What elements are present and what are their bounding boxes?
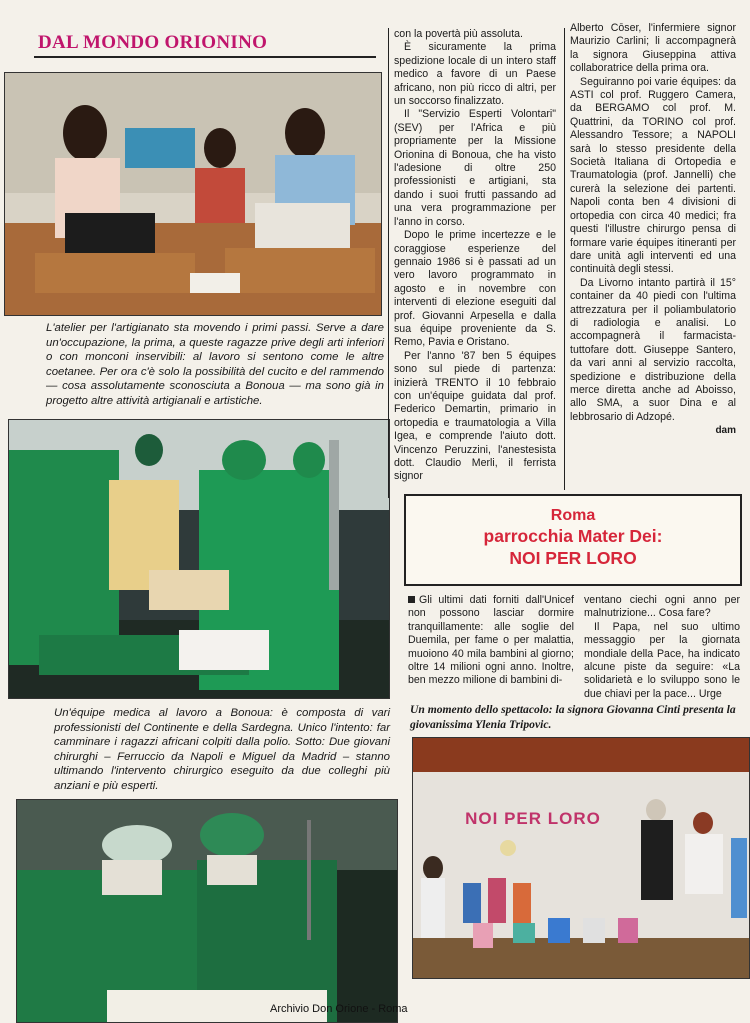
article-col1-p1: con la povertà più assoluta. <box>394 28 523 40</box>
box-article-right-p2: Il Papa, nel suo ultimo messaggio per la giornata mondiale della Pace, ha indicato alcune piste da seguire: «La solidarietà e lo sviluppo sono le due chiavi per la pace... Urge <box>584 620 740 700</box>
caption-sewing: L'atelier per l'artigianato sta movendo i primi passi. Serve a dare un'occupazione, la prima, a queste ragazze prive degli arti inferiori o con monconi inservibili: al lavoro si sentono come le altre coetanee. Per ora c'è solo la possibilità del cucito e del rammendo — cosa assolutamente sconosciuta a Bonoua — ma sono già in progetto altre attività artigianali e artistiche. <box>46 322 384 407</box>
column-rule-left <box>388 28 389 498</box>
archive-footer: Archivio Don Orione - Roma <box>270 1003 408 1015</box>
photo-sewing-atelier <box>4 72 382 316</box>
square-bullet-icon <box>408 596 415 603</box>
article-col1-p4: Dopo le prime incertezze e le coraggiose esperienze del gennaio 1986 si è passati ad un vero lavoro programmato in agosto e in novembre con interventi di elezione eseguiti dal prof. Giovanni Arpesella e dalla sua équipe proveniente da S. Remo, Pavia e Oristano. <box>394 229 556 349</box>
box-title-roma: Roma <box>550 507 596 524</box>
box-title-noi-per-loro: NOI PER LORO <box>509 548 637 568</box>
caption-stage: Un momento dello spettacolo: la signora Giovanna Cinti presenta la giovanissima Ylenia Tripovic. <box>410 703 736 731</box>
surgeons-photo-illustration <box>17 800 397 1022</box>
article-column-1 <box>394 28 556 484</box>
box-title-parrocchia: parrocchia Mater Dei: <box>483 526 663 546</box>
box-article-left <box>408 594 574 688</box>
article-col2-p3: Da Livorno intanto partirà il 15° container da 40 piedi con l'ultima attrezzatura per il poliambulatorio di radiologia e analisi. Lo accompagnerà il farmacista-tuttofare dott. Giuseppe Santero, da vari anni al servizio raccolta, spedizione e distribuzione della merce diretta anche ad Aboisso, allo SMA, a suor Dina e al lebbrosario di Adzopé. <box>570 276 736 423</box>
photo-surgeons <box>16 799 398 1023</box>
box-article-right <box>584 594 740 701</box>
article-col2-p2: Seguiranno poi varie équipes: da ASTI col prof. Ruggero Camera, da BERGAMO col prof. M. Quattrini, da TORINO col prof. Alessandro Tessore; a NAPOLI sarà lo stesso presidente della Società Italiana di Ortopedia e Traumatologia (prof. Jannelli) che curerà la selezione dei partenti. Napoli conta ben 4 divisioni di ortopedia con circa 40 medici; fra questi l'illustre chirurgo pensa di formare varie équipes itineranti per dare unità agli interventi ed una continuità degli stessi. <box>570 75 736 276</box>
photo-stage <box>412 737 750 979</box>
article-col1-p5: Per l'anno '87 ben 5 équipes sono sul piede di partenza: inizierà TRENTO il 10 febbraio con un'équipe guidata dal prof. Federico Demartin, primario in ortopedia e traumatologia a Villa Igea, e comprende l'aiuto dott. Vincenzo Peruzzini, l'anestesista dott. Claudio Merli, il ferrista signor <box>394 349 556 483</box>
title-rule <box>34 56 376 58</box>
caption-surgery: Un'équipe medica al lavoro a Bonoua: è composta di vari professionisti del Continente e della Sardegna. Unico l'intento: far camminare i ragazzi africani colpiti dalla polio. Sotto: Due giovani chirurghi – Ferruccio da Napoli e Miguel da Madrid – stanno ultimando l'intervento chirurgico eseguito da due colleghi più anziani e più esperti. <box>54 707 390 792</box>
column-rule-middle <box>564 28 565 490</box>
box-article-left-text: Gli ultimi dati forniti dall'Unicef non possono lasciar dormire tranquillamente: alle soglie del Duemila, per fame o per malattia, muoiono 40 mila bambini al giorno; oltre 14 milioni ogni anno. Inoltre, ben mezzo milione di bambini di- <box>408 594 574 687</box>
article-col2-p1: Alberto Cōser, l'infermiere signor Maurizio Carlini; li accompagnerà la signora Giuseppina attiva collaboratrice della prima ora. <box>570 22 736 75</box>
section-title: DAL MONDO ORIONINO <box>38 32 268 53</box>
article-col1-p2: È sicuramente la prima spedizione locale di un intero staff medico a favore di un Paese africano, non più ricco di altri, per un soccorso finalizzato. <box>394 41 556 108</box>
photo-surgery-team <box>8 419 390 699</box>
box-article-right-p1: ventano ciechi ogni anno per malnutrizione... Cosa fare? <box>584 594 740 620</box>
surgery-photo-illustration <box>9 420 389 698</box>
stage-photo-illustration <box>413 738 749 978</box>
boxed-headline <box>404 494 742 586</box>
article-column-2 <box>570 22 736 438</box>
article-signoff: dam <box>715 425 736 437</box>
sewing-photo-illustration <box>5 73 381 315</box>
article-col1-p3: Il "Servizio Esperti Volontari" (SEV) per l'Africa e più propriamente per la Missione Orionina di Bonoua, che ha visto l'adesione di oltre 250 professionisti e artigiani, sta dando i suoi frutti passando ad una vera programmazione per l'anno in corso. <box>394 108 556 228</box>
stage-banner-text: NOI PER LORO <box>465 809 601 828</box>
